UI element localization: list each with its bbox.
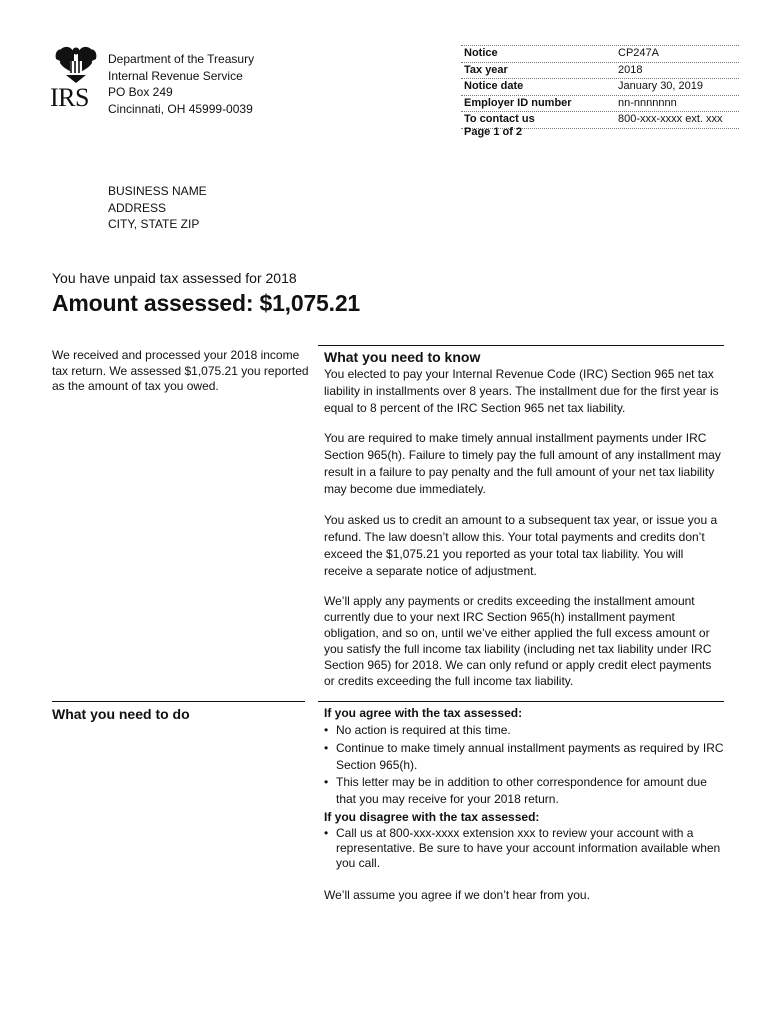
notice-info-row [461,95,739,112]
agency-address [108,51,254,117]
know-paragraph: You are required to make timely annual installment payments under IRC Section 965(h). Failure to timely pay the full amount of any installment may result in a failure to pay penalty and the full amount of your net tax liability may become due immediately. [324,431,721,496]
notice-subtitle: You have unpaid tax assessed for 2018 [52,270,297,286]
notice-value: nn-nnnnnnn [618,96,677,109]
notice-label: To contact us [464,113,535,126]
notice-label: Employer ID number [464,96,572,109]
notice-value: January 30, 2019 [618,80,704,93]
agree-list-item: • No action is required at this time. [324,722,724,739]
disagree-heading: If you disagree with the tax assessed: [324,809,540,824]
todo-section-body [324,705,724,904]
recipient-line: ADDRESS [108,200,167,215]
agency-address-line: Cincinnati, OH 45999-0039 [108,101,253,116]
disagree-list-item: • Call us at 800-xxx-xxxx extension xxx to review your account with a representative. Be sure to have your account information available when you call. [324,826,724,872]
notice-info-row [461,45,739,62]
agency-address-line: Department of the Treasury [108,52,255,66]
page-number: Page 1 of 2 [464,126,523,138]
amount-assessed-heading: Amount assessed: $1,075.21 [52,290,361,316]
notice-value: 800-xxx-xxxx ext. xxx [618,113,723,126]
agency-address-line: Internal Revenue Service [108,68,243,83]
notice-info-row [461,62,739,79]
notice-value: 2018 [618,63,643,76]
know-paragraph: We’ll apply any payments or credits exceeding the installment amount currently due to your next IRC Section 965(h) installment payment obligation, and so on, until we’ve either applied the full excess amount or you satisfy the full income tax liability (including net tax liability under IRC Section 965) for 2018. We can only refund or apply credit elect payments or credits exceeding the full income tax liability. [324,594,712,689]
agree-heading: If you agree with the tax assessed: [324,706,523,720]
todo-section-title: What you need to do [52,706,190,722]
irs-logo-text: IRS [50,83,89,112]
notice-info-table [461,45,739,129]
agency-address-line: PO Box 249 [108,85,173,99]
closing-text: We’ll assume you agree if we don’t hear from you. [324,887,590,902]
know-paragraph: You elected to pay your Internal Revenue Code (IRC) Section 965 net tax liability in installments over 8 years. The installment due for the first year is equal to 8 percent of the IRC Section 965 net tax liability. [324,367,719,415]
summary-text: We received and processed your 2018 income tax return. We assessed $1,075.21 you reported as the amount of tax you owed. [52,348,309,393]
notice-info-row [461,78,739,95]
know-paragraph: You asked us to credit an amount to a subsequent tax year, or issue you a refund. The law doesn’t allow this. Your total payments and credits don’t exceed the $1,075.21 you reported as your total tax liability. You will receive a separate notice of adjustment. [324,513,718,578]
agree-list-item: • Continue to make timely annual installment payments as required by IRC Section 965(h). [324,740,724,775]
know-section-title: What you need to know [324,349,481,365]
notice-label: Notice date [464,80,524,93]
recipient-line: CITY, STATE ZIP [108,217,200,231]
recipient-address [108,183,207,233]
notice-value: CP247A [618,47,659,59]
agree-list-item: • This letter may be in addition to other correspondence for amount due that you may receive for your 2018 return. [324,774,724,809]
section-divider [52,701,305,702]
recipient-line: BUSINESS NAME [108,184,207,198]
notice-label: Tax year [464,63,508,76]
notice-label: Notice [464,47,498,59]
section-divider [318,345,724,346]
section-divider [318,701,724,702]
